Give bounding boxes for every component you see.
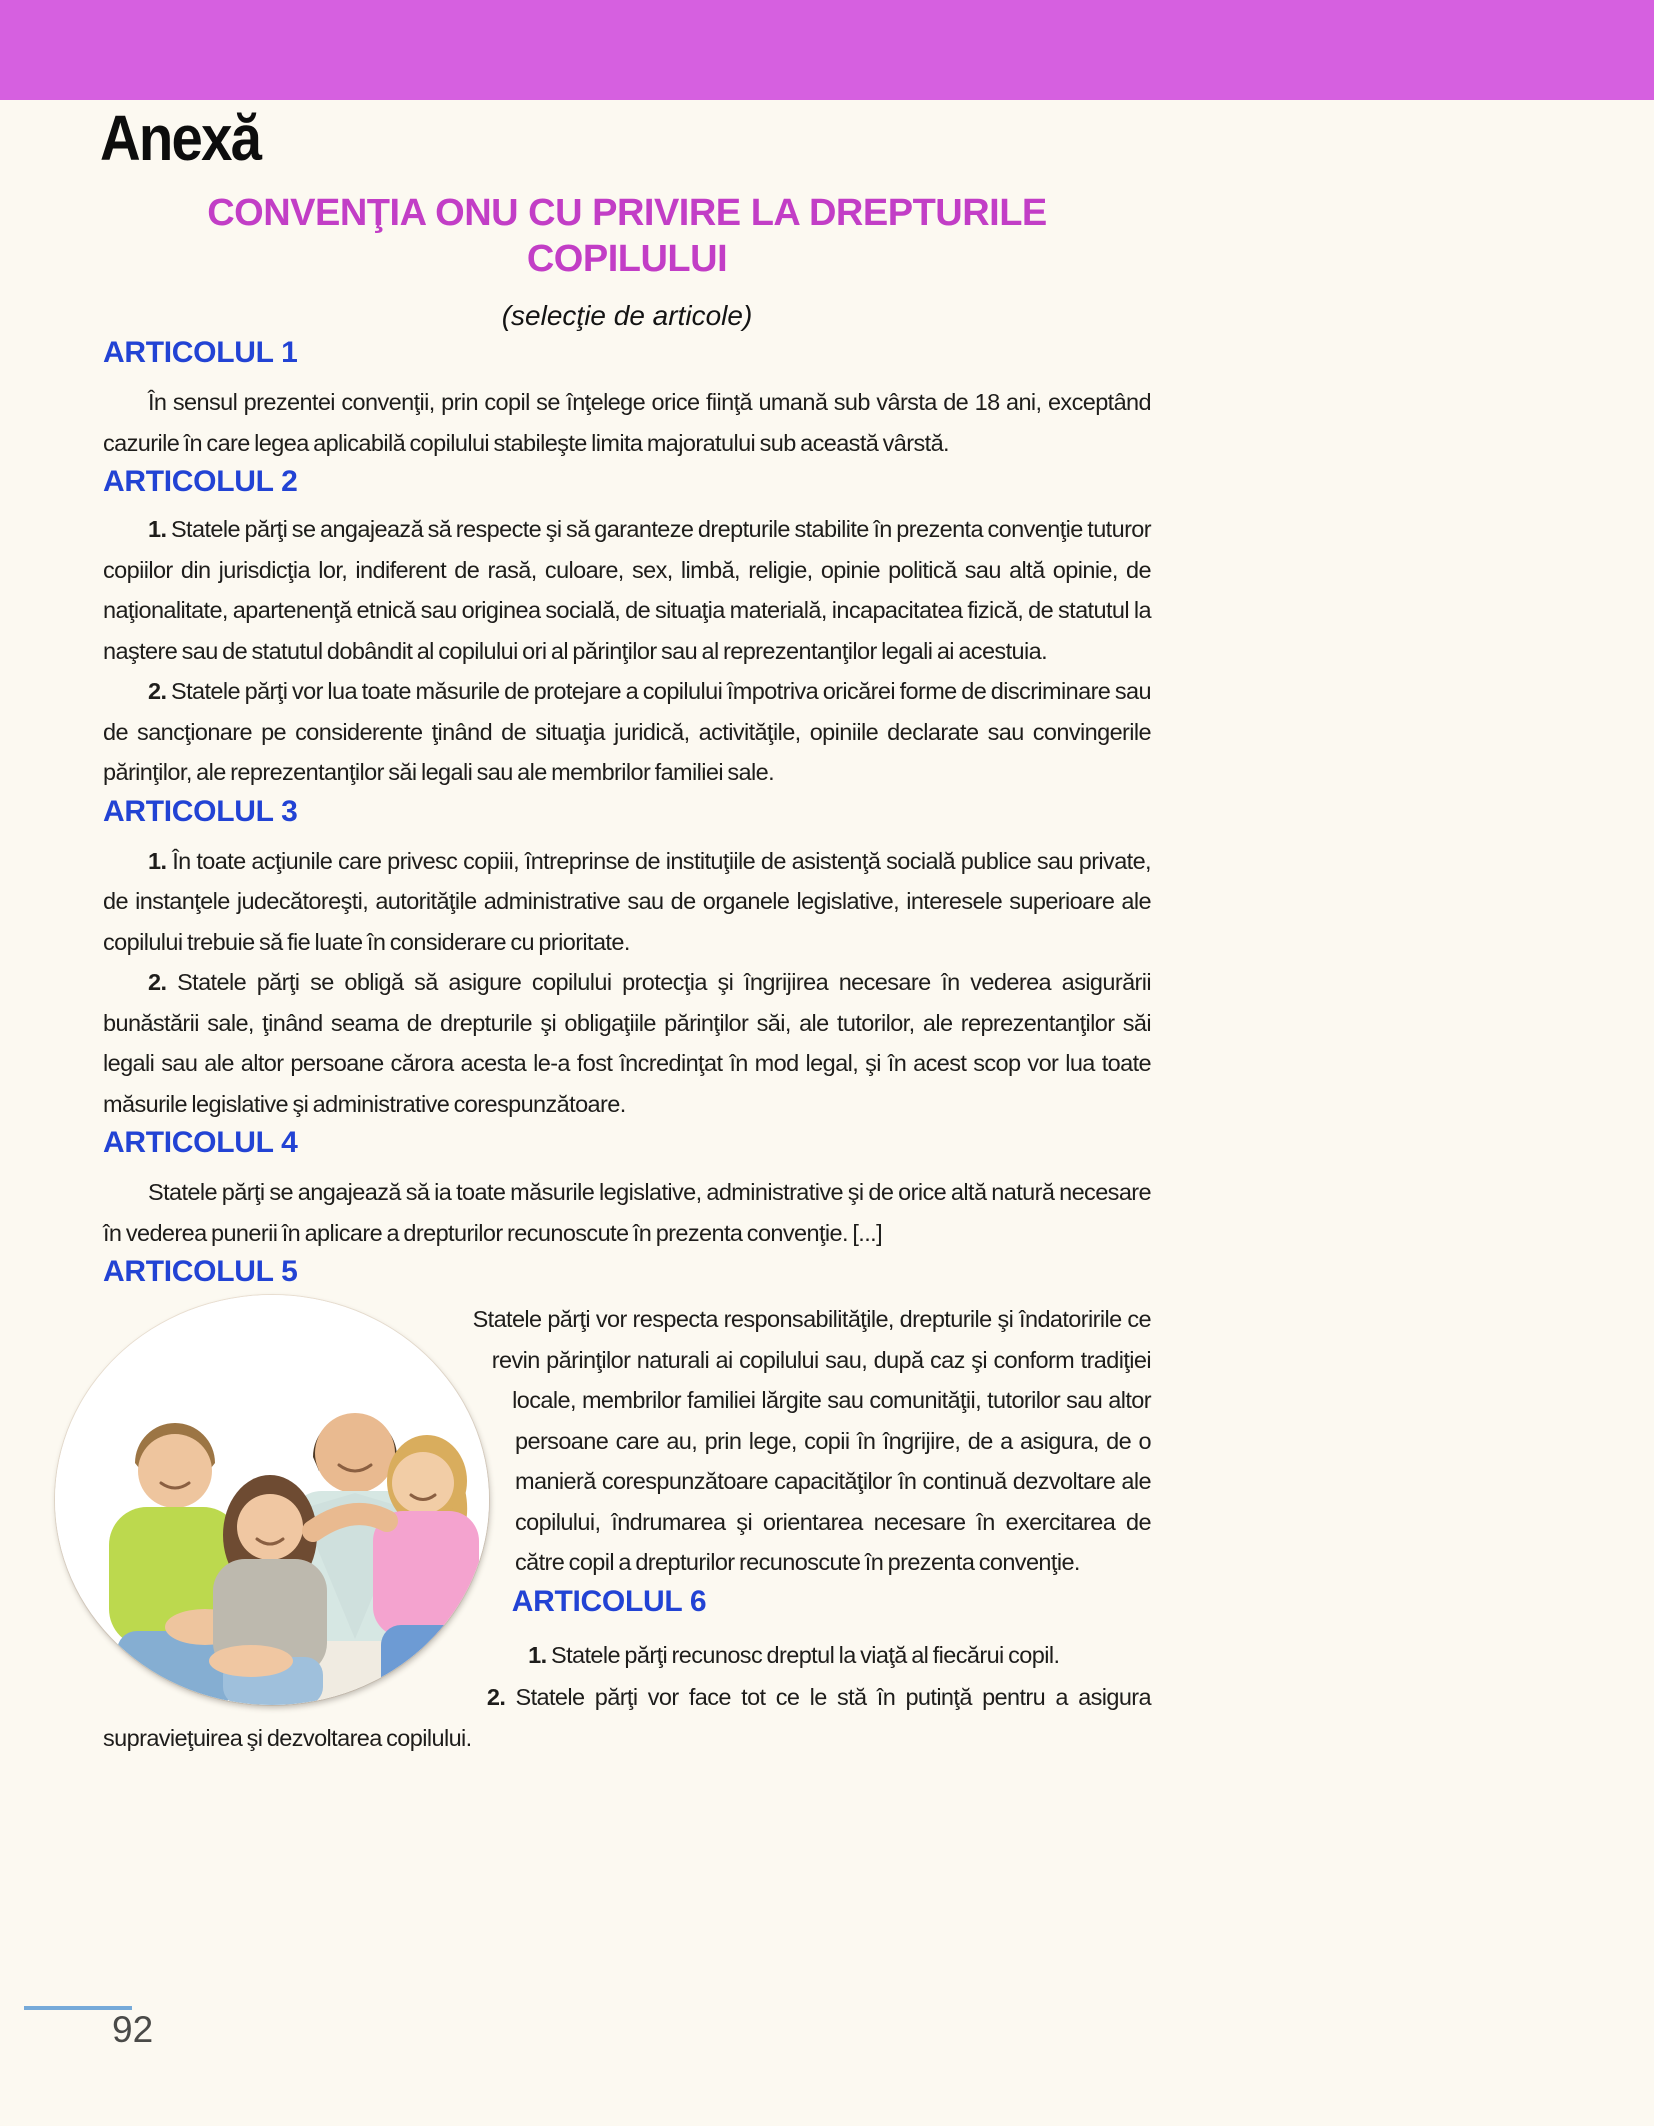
page-number: 92 [112, 2009, 154, 2050]
article-5-heading: ARTICOLUL 5 [103, 1255, 298, 1288]
article-2-heading: ARTICOLUL 2 [103, 465, 298, 498]
paragraph-text: În toate acţiunile care privesc copiii, întreprinse de instituţiile de asistenţă socială publice sau private, de instanţele judecătoreşti, autorităţile administrative sau de organele legislative, interesele superioare ale copilului trebuie să fie luate în considerare cu prioritate. [103, 847, 1151, 955]
document-subtitle: (selecţie de articole) [501, 300, 753, 331]
article-6-heading: ARTICOLUL 6 [511, 1584, 707, 1618]
document-title: CONVENŢIA ONU CU PRIVIRE LA DREPTURILE COPILULUI [207, 192, 1047, 280]
paragraph-text: Statele părţi se angajează să ia toate măsurile legislative, administrative şi de orice altă natură necesare în vederea punerii în aplicare a drepturilor recunoscute în prezenta convenţie. [...] [103, 1179, 1151, 1246]
paragraph-text: Statele părţi vor lua toate măsurile de protejare a copilului împotriva oricărei forme de discriminare sau de sancţionare pe considerente ţinând de situaţia juridică, activităţile, opiniile declarate sau convingerile părinţilor, ale reprezentanţilor săi legali sau ale membrilor familiei sale. [103, 678, 1151, 785]
article-2-paragraph-1 [103, 509, 1151, 671]
article-1-heading: ARTICOLUL 1 [103, 336, 298, 369]
paragraph-number: 2. [148, 969, 167, 995]
paragraph-text: În sensul prezentei convenţii, prin copil se înţelege orice fiinţă umană sub vârsta de 18 ani, exceptând cazurile în care legea aplicabilă copilului stabileşte limita majoratului sub această vârstă. [103, 389, 1151, 456]
article-3-paragraph-2 [103, 962, 1151, 1124]
paragraph-number: 1. [528, 1641, 547, 1668]
paragraph-number: 1. [148, 847, 167, 874]
paragraph-number: 2. [148, 678, 167, 704]
article-3-heading: ARTICOLUL 3 [103, 794, 298, 828]
annex-kicker: Anexă [100, 102, 261, 174]
paragraph-text: Statele părţi se obligă să asigure copilului protecţia şi îngrijirea necesare în vederea asigurării bunăstării sale, ţinând seama de drepturile şi obligaţiile părinţilor săi, ale tutorilor, ale reprezentanţilor săi legali sau ale altor persoane cărora acesta le-a fost încredinţat în mod legal, şi în acest scop vor lua toate măsurile legislative şi administrative corespunzătoare. [103, 969, 1152, 1117]
page-header-bar [0, 0, 1654, 100]
article-2-paragraph-2 [103, 671, 1151, 793]
paragraph-number: 1. [148, 516, 167, 542]
paragraph-text: Statele părţi vor face tot ce le stă în putinţă pentru a asigura supravieţuirea şi dezvoltarea copilului. [103, 1684, 1151, 1751]
paragraph-number: 2. [486, 1684, 506, 1710]
article-4-heading: ARTICOLUL 4 [103, 1126, 298, 1159]
article-4-paragraph [103, 1172, 1151, 1253]
family-photo-illustration [55, 1295, 489, 1705]
page-content [100, 100, 1152, 1758]
paragraph-text: Statele părţi recunosc dreptul la viaţă al fiecărui copil. [551, 1641, 1060, 1668]
paragraph-text: Statele părţi se angajează să respecte şi să garanteze drepturile stabilite în prezenta convenţie tuturor copiilor din jurisdicţia lor, indiferent de rasă, culoare, sex, limbă, religie, opinie politică sau altă opinie, de naţionalitate, apartenenţă etnică sau originea socială, de situaţia materială, incapacitatea fizică, de statutul la naştere sau de statutul dobândit al copilului ori al părinţilor sau al reprezentanţilor legali ai acestuia. [103, 516, 1151, 664]
family-photo [55, 1295, 489, 1705]
paragraph-text: Statele părţi vor respecta responsabilităţile, drepturile şi îndatoririle ce revin părinţilor naturali ai copilului sau, după caz şi conform tradiţiei locale, membrilor familiei lărgite sau comunităţii, tutorilor sau altor persoane care au, prin lege, copii în îngrijire, de a asigura, de o manieră corespunzătoare capacităţilor în continuă dezvoltare ale copilului, îndrumarea şi orientarea necesare în exercitarea de către copil a drepturilor recunoscute în prezenta convenţie. [472, 1306, 1151, 1575]
article-1-paragraph [103, 382, 1151, 463]
article-3-paragraph-1 [103, 841, 1151, 963]
